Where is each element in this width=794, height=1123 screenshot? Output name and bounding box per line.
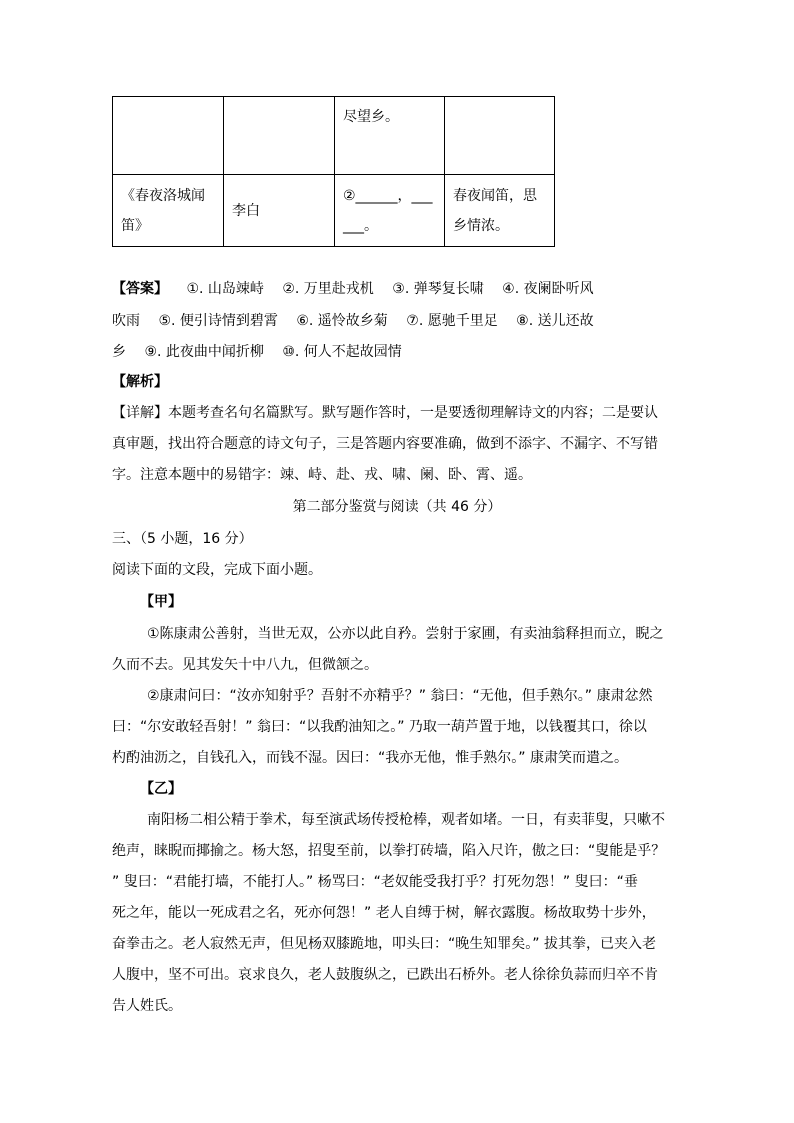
answer-item: ⑩. 何人不起故园情 [282,344,402,360]
answer-item: ③. 弹琴复长啸 [392,281,484,297]
answer-item: ④. 夜阑卧听风 [502,281,594,297]
answer-line-2 [112,311,594,331]
theme-part: 春夜闻笛，思 [453,187,537,204]
analysis-detail: 【详解】本题考查名句名篇默写。默写题作答时，一是要透彻理解诗文的内容；二是要认 [112,405,658,421]
analysis-detail: 字。注意本题中的易错字：竦、峙、赴、戎、啸、阑、卧、霄、遥。 [112,467,532,483]
passage-line: ②康肃问曰：“汝亦知射乎？吾射不亦精乎？” 翁曰：“无他，但手熟尔。” 康肃忿然 [147,688,653,704]
table-row [113,175,555,247]
answer-item: ①. 山岛竦峙 [186,281,264,297]
blank-line: ___。 [343,217,378,234]
passage-line: 告人姓氏。 [112,998,182,1014]
poem-title-cell [113,97,224,175]
answer-item: ⑥. 遥怜故乡菊 [296,313,388,329]
table-row [113,97,555,175]
theme-cell [445,175,555,247]
poem-table [112,96,555,247]
passage-line: 久而不去。见其发矢十中八九，但微颔之。 [112,657,378,673]
answer-item: ⑧. 送儿还故 [516,313,594,329]
answer-item: 乡 [112,344,126,360]
text-yi-label: 【乙】 [140,781,182,797]
part-title: 第二部分鉴赏与阅读（共 46 分） [292,499,502,515]
answer-item: 吹雨 [112,313,140,329]
author-cell [224,97,335,175]
answer-item: ⑤. 便引诗情到碧霄 [158,313,278,329]
poem-line-cell [335,175,445,247]
passage-line: 曰：“尔安敢轻吾射！” 翁曰：“以我酌油知之。” 乃取一葫芦置于地，以钱覆其口，徐以 [112,719,647,735]
poem-title-cell [113,175,224,247]
answer-label: 【答案】 [112,281,168,297]
passage-line: 绝声，睐睨而揶揄之。杨大怒，招叟至前，以拳打砖墙，陷入尺许，傲之曰：“叟能是乎？ [112,843,666,859]
answer-item: ⑨. 此夜曲中闻折柳 [144,344,264,360]
text-jia-label: 【甲】 [140,594,182,610]
passage-line: ①陈康肃公善射，当世无双，公亦以此自矜。尝射于家圃，有卖油翁释担而立，睨之 [147,626,664,642]
blank-line: ②______，___ [343,187,433,204]
answer-item: ⑦. 愿驰千里足 [406,313,498,329]
analysis-label: 【解析】 [112,374,168,390]
answer-line-1 [112,279,594,299]
instruction: 阅读下面的文段，完成下面小题。 [112,562,322,578]
passage-line: 杓酌油沥之，自钱孔入，而钱不湿。因曰：“我亦无他，惟手熟尔。” 康肃笑而遣之。 [112,750,628,766]
poem-title-part: 笛》 [121,217,149,234]
passage-line: ” 叟曰：“君能打墙，不能打人。” 杨骂曰：“老奴能受我打乎？打死勿怨！” 叟曰：“垂 [112,874,638,890]
analysis-detail: 真审题，找出符合题意的诗文句子，三是答题内容要准确，做到不添字、不漏字、不写错 [112,436,658,452]
section-heading: 三、（5 小题，16 分） [112,531,253,547]
passage-line: 奋拳击之。老人寂然无声，但见杨双膝跪地，叩头曰：“晚生知罪矣。” 拔其拳，已夹入老 [112,936,656,952]
author-cell: 李白 [224,175,335,247]
passage-line: 南阳杨二相公精于拳术，每至演武场传授枪棒，观者如堵。一日，有卖菲叟，只嗽不 [147,812,665,828]
poem-line-cell: 尽望乡。 [335,97,445,175]
passage-line: 人腹中，坚不可出。哀求良久，老人鼓腹纵之，已跌出石桥外。老人徐徐负蒜而归卒不肯 [112,967,658,983]
answer-item: ②. 万里赴戎机 [282,281,374,297]
theme-cell [445,97,555,175]
poem-title-part: 《春夜洛城闻 [121,187,205,204]
passage-line: 死之年，能以一死成君之名，死亦何怨！” 老人自缚于树，解衣露腹。杨故取势十步外， [112,905,656,921]
answer-line-3 [112,342,402,362]
theme-part: 乡情浓。 [453,217,509,234]
